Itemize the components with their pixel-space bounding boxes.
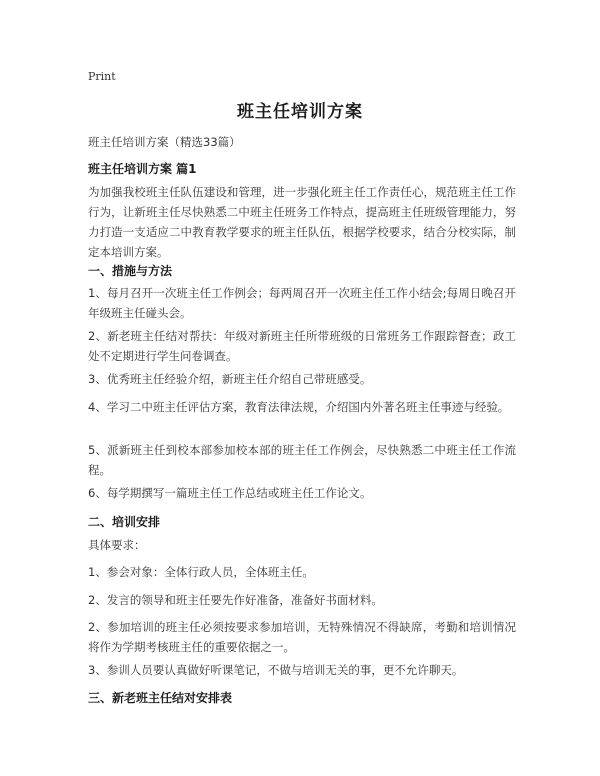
requirements-lead: 具体要求： [88,538,146,552]
section-heading-pairing: 三、新老班主任结对安排表 [88,691,233,705]
section-heading-schedule: 二、培训安排 [88,515,161,529]
document-title: 班主任培训方案 [237,102,363,122]
measure-item-5: 5、派新班主任到校本部参加校本部的班主任工作例会，尽快熟悉二中班主任工作流程。 [88,443,516,477]
measure-item-2: 2、新老班主任结对帮扶：年级对新班主任所带班级的日常班务工作跟踪督查；政工处不定期进行学生问卷调查。 [88,329,516,363]
document-subtitle: 班主任培训方案（精选33篇） [88,135,241,149]
schedule-item-1: 1、参会对象：全体行政人员，全体班主任。 [88,565,314,579]
intro-paragraph: 为加强我校班主任队伍建设和管理，进一步强化班主任工作责任心，规范班主任工作行为，让新班主任尽快熟悉二中班主任班务工作特点，提高班主任班级管理能力，努力打造一支适应二中教育教学要求的班主任队伍，根据学校要求，结合分校实际，制定本培训方案。 [88,185,516,259]
measure-item-3: 3、优秀班主任经验介绍，新班主任介绍自己带班感受。 [88,372,372,386]
schedule-item-4: 3、参训人员要认真做好听课笔记，不做与培训无关的事，更不允许聊天。 [88,663,464,677]
article-heading: 班主任培训方案 篇1 [88,162,197,176]
print-label[interactable]: Print [88,70,116,83]
section-heading-measures: 一、措施与方法 [88,264,173,278]
schedule-item-2: 2、发言的领导和班主任要先作好准备，准备好书面材料。 [88,593,383,607]
measure-item-1: 1、每月召开一次班主任工作例会；每两周召开一次班主任工作小结会;每周日晚召开年级班主任碰头会。 [88,286,516,320]
measure-item-6: 6、每学期撰写一篇班主任工作总结或班主任工作论文。 [88,486,372,500]
measure-item-4: 4、学习二中班主任评估方案，教育法律法规，介绍国内外著名班主任事迹与经验。 [88,400,510,414]
schedule-item-3: 2、参加培训的班主任必须按要求参加培训，无特殊情况不得缺席，考勤和培训情况将作为学期考核班主任的重要依据之一。 [88,620,516,654]
